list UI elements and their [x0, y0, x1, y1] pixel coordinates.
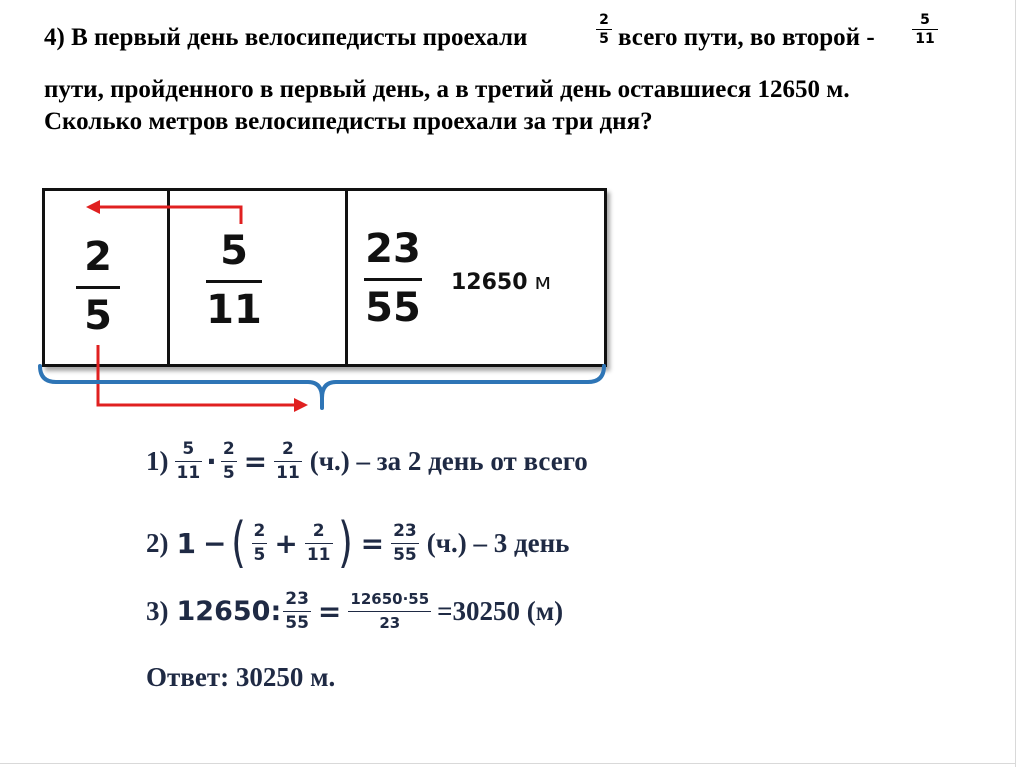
step-label: 3) — [146, 596, 169, 626]
answer-text: Ответ: 30250 м. — [146, 662, 336, 692]
multiply-sign: · — [206, 445, 217, 478]
problem-line-2: пути, пройденного в первый день, а в третий день оставшиеся 12650 м. — [44, 76, 850, 103]
remaining-value: 12650 — [451, 270, 528, 295]
division-sign: : — [270, 596, 282, 627]
step3-fraction-b — [348, 590, 431, 633]
fraction-numerator: 2 — [312, 520, 325, 541]
solution-step-3 — [146, 590, 563, 633]
fraction-numerator: 2 — [84, 234, 112, 280]
left-paren: ( — [231, 511, 247, 574]
fraction-numerator: 5 — [220, 228, 248, 274]
fraction-bar — [283, 611, 311, 612]
fraction-bar — [221, 461, 237, 462]
step-label: 1) — [146, 446, 169, 476]
equals-sign: = — [243, 445, 268, 478]
equals-sign: = — [317, 595, 342, 628]
right-paren: ) — [337, 511, 353, 574]
fraction-numerator: 5 — [182, 439, 195, 459]
step-comment: (ч.) – за 2 день от всего — [309, 446, 588, 476]
step-comment: (ч.) – 3 день — [426, 527, 570, 558]
fraction-numerator: 5 — [920, 12, 930, 28]
plus-sign: + — [274, 526, 298, 560]
fraction-numerator: 2 — [253, 520, 266, 541]
fraction-denominator: 55 — [285, 613, 309, 633]
remaining-number: 12650 — [176, 596, 271, 627]
step2-fraction-result — [391, 522, 419, 565]
fraction-denominator: 11 — [176, 463, 201, 483]
solution-answer — [146, 662, 335, 693]
step-result: =30250 (м) — [437, 596, 564, 626]
number-one: 1 — [176, 526, 196, 560]
fraction-numerator: 12650·55 — [350, 590, 430, 608]
fraction-bar — [305, 543, 333, 544]
remaining-unit: м — [534, 270, 552, 295]
fraction-denominator: 11 — [915, 31, 935, 47]
fraction-bar — [391, 543, 419, 544]
step1-fraction-b — [221, 440, 237, 483]
fraction-bar — [274, 461, 302, 462]
problem-text-middle: всего пути, во второй - — [618, 24, 875, 51]
fraction-denominator: 23 — [379, 614, 401, 632]
fraction-denominator: 11 — [206, 287, 262, 333]
arrow-top-icon — [86, 200, 241, 224]
fraction-bar — [252, 543, 268, 544]
fraction-denominator: 5 — [599, 31, 609, 47]
total-brace-icon — [36, 364, 610, 412]
fraction-numerator: 23 — [393, 520, 417, 541]
solution-step-1 — [146, 440, 588, 483]
fraction-denominator: 5 — [222, 463, 235, 483]
equals-sign: = — [360, 526, 385, 560]
fraction-denominator: 5 — [253, 544, 266, 565]
fraction-denominator: 55 — [365, 285, 421, 331]
fraction-numerator: 2 — [282, 439, 294, 459]
fraction-numerator: 2 — [222, 439, 235, 459]
fraction-denominator: 5 — [84, 293, 112, 339]
step2-fraction-a — [252, 522, 268, 565]
solution-step-2 — [146, 511, 570, 574]
step2-fraction-b — [305, 522, 333, 565]
step-label: 2) — [146, 527, 169, 558]
minus-sign: − — [202, 526, 227, 560]
problem-text-start: 4) В первый день велосипедисты проехали — [44, 24, 528, 51]
step1-fraction-result — [274, 440, 302, 483]
fraction-denominator: 55 — [393, 544, 417, 565]
step1-fraction-a — [175, 440, 203, 483]
fraction-numerator: 23 — [285, 589, 309, 609]
problem-line-3: Сколько метров велосипедисты проехали за три дня? — [44, 108, 653, 135]
fraction-bar — [348, 611, 431, 612]
fraction-numerator: 2 — [599, 12, 609, 28]
fraction-bar — [175, 461, 203, 462]
fraction-denominator: 11 — [276, 463, 300, 483]
fraction-denominator: 11 — [306, 544, 331, 565]
step3-fraction-a — [283, 590, 311, 633]
fraction-numerator: 23 — [365, 226, 421, 272]
